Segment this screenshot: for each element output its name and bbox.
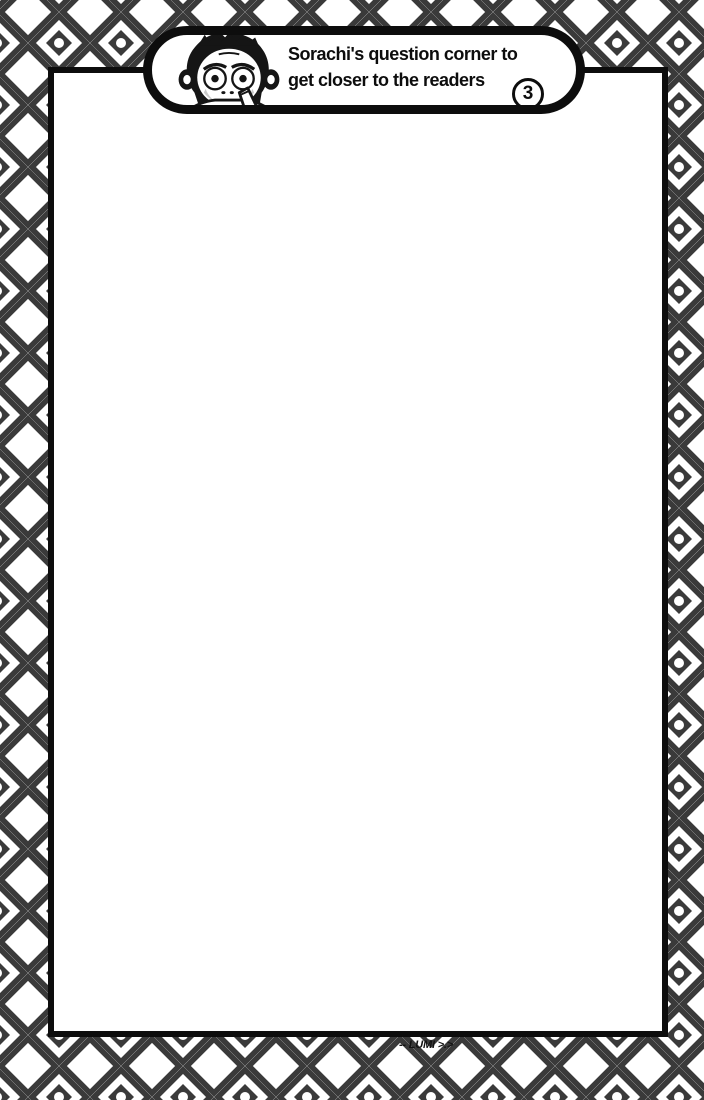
content-panel — [48, 67, 668, 1037]
sorachi-gorilla-icon — [166, 31, 292, 114]
header-title-line1: Sorachi's question corner to — [288, 44, 518, 64]
note-signature: -- LUMI >.> — [398, 1039, 453, 1051]
header-title — [288, 41, 517, 93]
header-pill — [143, 26, 585, 114]
header-title-line2: get closer to the readers — [288, 70, 485, 90]
issue-number-badge: 3 — [512, 78, 544, 110]
